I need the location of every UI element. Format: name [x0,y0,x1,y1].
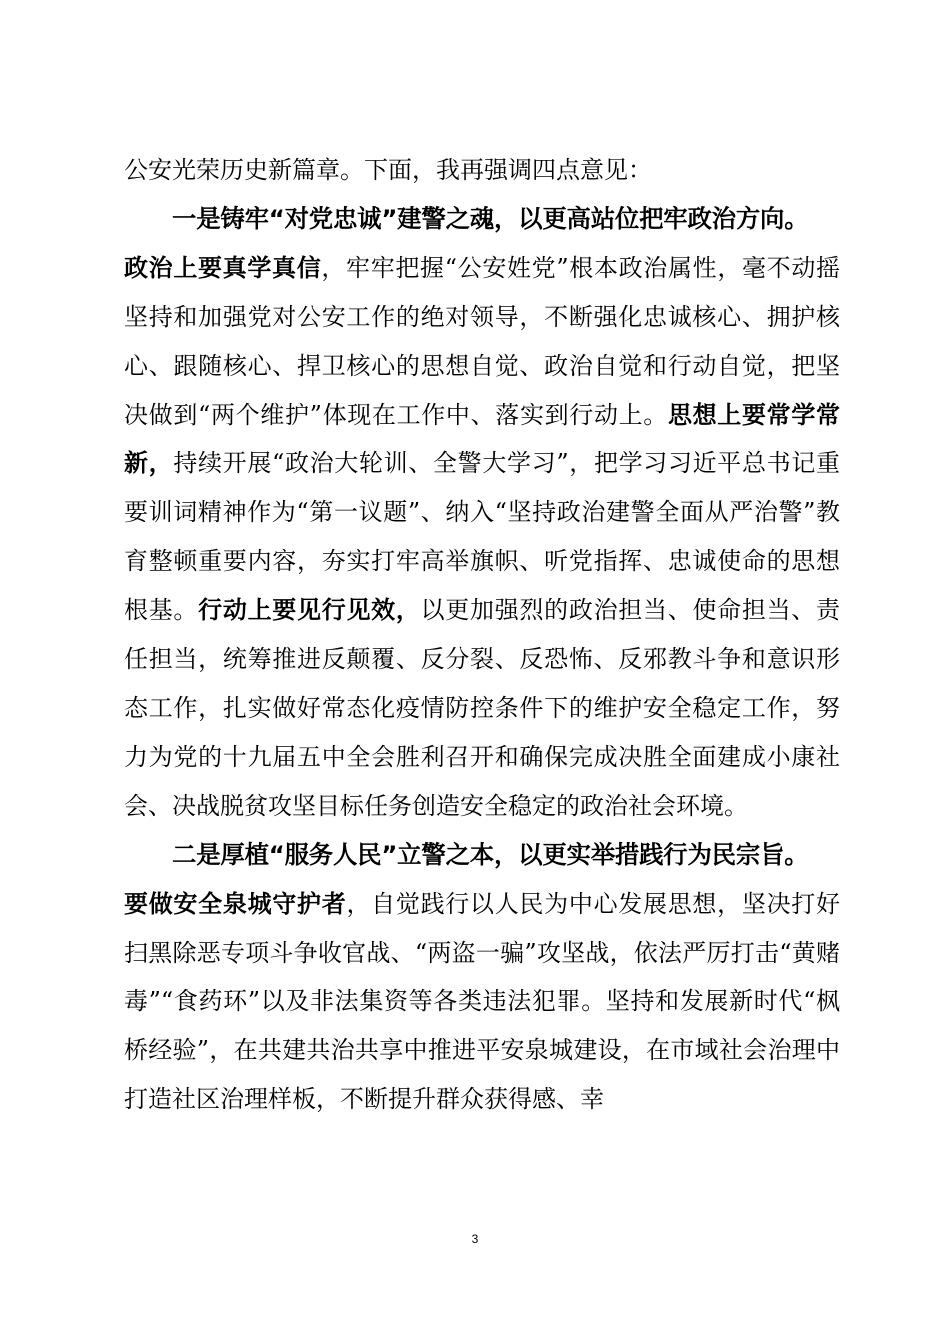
section-1-heading-text: 一是铸牢“对党忠诚”建警之魂，以更高站位把牢政治方向。 [172,203,809,233]
intro-text: 公安光荣历史新篇章。下面，我再强调四点意见： [124,156,652,184]
section-2-paragraph [124,880,840,1125]
section-1-paragraph [124,244,840,831]
section-1-text-c: 以更加强烈的政治担当、使命担当、责任担当，统筹推进反颠覆、反分裂、反恐怖、反邪教斗争和意识形态工作，扎实做好常态化疫情防控条件下的维护安全稳定工作，努力为党的十九届五中全会胜利召开和确保完成决胜全面建成小康社会、决战脱贫攻坚目标任务创造安全稳定的政治社会环境。 [124,596,841,820]
section-1-text-a: ，牢牢把握“公安姓党”根本政治属性，毫不动摇坚持和加强党对公安工作的绝对领导，不断强化忠诚核心、拥护核心、跟随核心、捍卫核心的思想自觉、政治自觉和行动自觉，把坚决做到“两个维护”体现在工作中、落实到行动上。 [124,253,840,429]
section-2-heading [124,831,840,880]
section-2-text-a: ，自觉践行以人民为中心发展思想，坚决打好扫黑除恶专项斗争收官战、“两盗一骗”攻坚战，依法严厉打击“黄赌毒”“食药环”以及非法集资等各类违法犯罪。坚持和发展新时代“枫桥经验”，在共建共治共享中推进平安泉城建设，在市域社会治理中打造社区治理样板，不断提升群众获得感、幸 [124,889,841,1114]
section-1-bold-a: 政治上要真学真信 [124,253,322,282]
section-1-bold-c: 行动上要见行见效， [198,596,421,625]
section-1-bold-b: 思想上要常学常新， [124,400,840,478]
section-2-heading-text: 二是厚植“服务人民”立警之本，以更实举措践行为民宗旨。 [172,839,809,869]
section-1-text-b: 持续开展“政治大轮训、全警大学习”，把学习习近平总书记重要训词精神作为“第一议题”、纳入“坚持政治建警全面从严治警”教育整顿重要内容，夯实打牢高举旗帜、听党指挥、忠诚使命的思想根基。 [124,449,840,625]
page-number: 3 [471,1232,479,1246]
body-text [124,146,840,1124]
section-2-bold-a: 要做安全泉城守护者 [124,889,347,918]
intro-line [124,146,840,195]
section-1-heading [124,195,840,244]
